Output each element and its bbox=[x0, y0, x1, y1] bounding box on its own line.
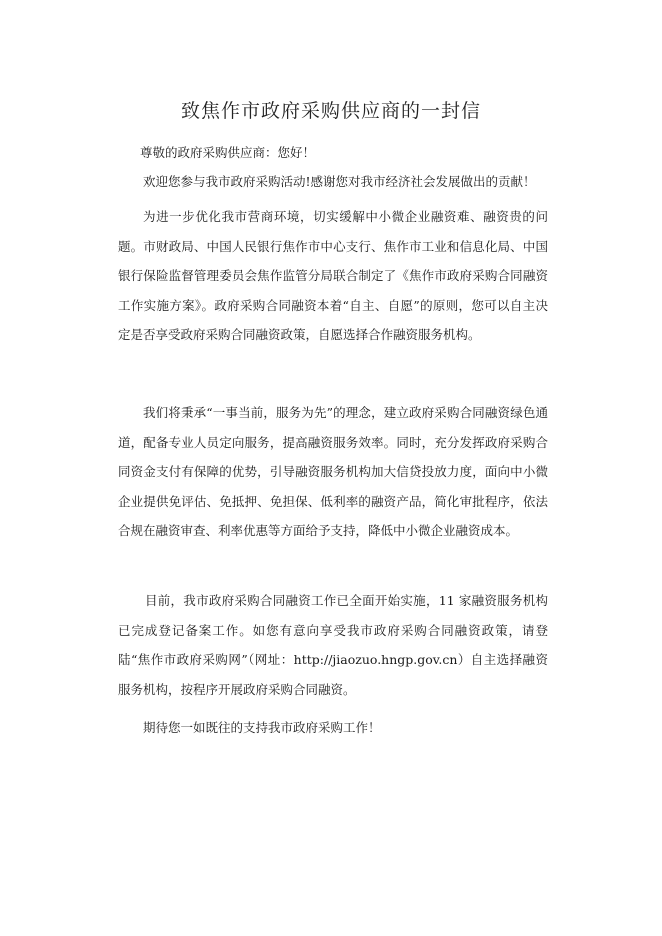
paragraph-service-commitment-text: 我们将秉承“一事当前，服务为先”的理念，建立政府采购合同融资绿色通道，配备专业人员定向服务，提高融资服务效率。同时，充分发挥政府采购合同资金支付有保障的优势，引导融资服务机构加大信贷投放力度，面向中小微企业提供免评估、免抵押、免担保、低利率的融资产品，简化审批程序，依法合规在融资审查、利率优惠等方面给予支持，降低中小微企业融资成本。 bbox=[118, 405, 548, 538]
welcome-text: 欢迎您参与我市政府采购活动!感谢您对我市经济社会发展做出的贡献！ bbox=[143, 174, 536, 189]
letter-title: 致焦作市政府采购供应商的一封信 bbox=[180, 100, 481, 122]
paragraph-implementation bbox=[118, 586, 548, 704]
paragraph-service-commitment bbox=[118, 398, 548, 546]
paragraph-implementation-text: 目前，我市政府采购合同融资工作已全面开始实施，11 家融资服务机构已完成登记备案工作。如您有意向享受我市政府采购合同融资政策，请登陆“焦作市政府采购网”（网址：http://jiaozuo.hngp.gov.cn）自主选择融资服务机构，按程序开展政府采购合同融资。 bbox=[118, 593, 548, 697]
closing-paragraph bbox=[118, 713, 548, 743]
letter-greeting: 尊敬的政府采购供应商：您好！ bbox=[140, 145, 316, 160]
welcome-paragraph bbox=[118, 167, 548, 197]
paragraph-financing-policy-text: 为进一步优化我市营商环境，切实缓解中小微企业融资难、融资贵的问题。市财政局、中国人民银行焦作市中心支行、焦作市工业和信息化局、中国银行保险监督管理委员会焦作监管分局联合制定了《焦作市政府采购合同融资工作实施方案》。政府采购合同融资本着“自主、自愿”的原则，您可以自主决定是否享受政府采购合同融资政策，自愿选择合作融资服务机构。 bbox=[118, 209, 548, 342]
paragraph-financing-policy bbox=[118, 202, 548, 350]
closing-text: 期待您一如既往的支持我市政府采购工作！ bbox=[143, 720, 381, 735]
